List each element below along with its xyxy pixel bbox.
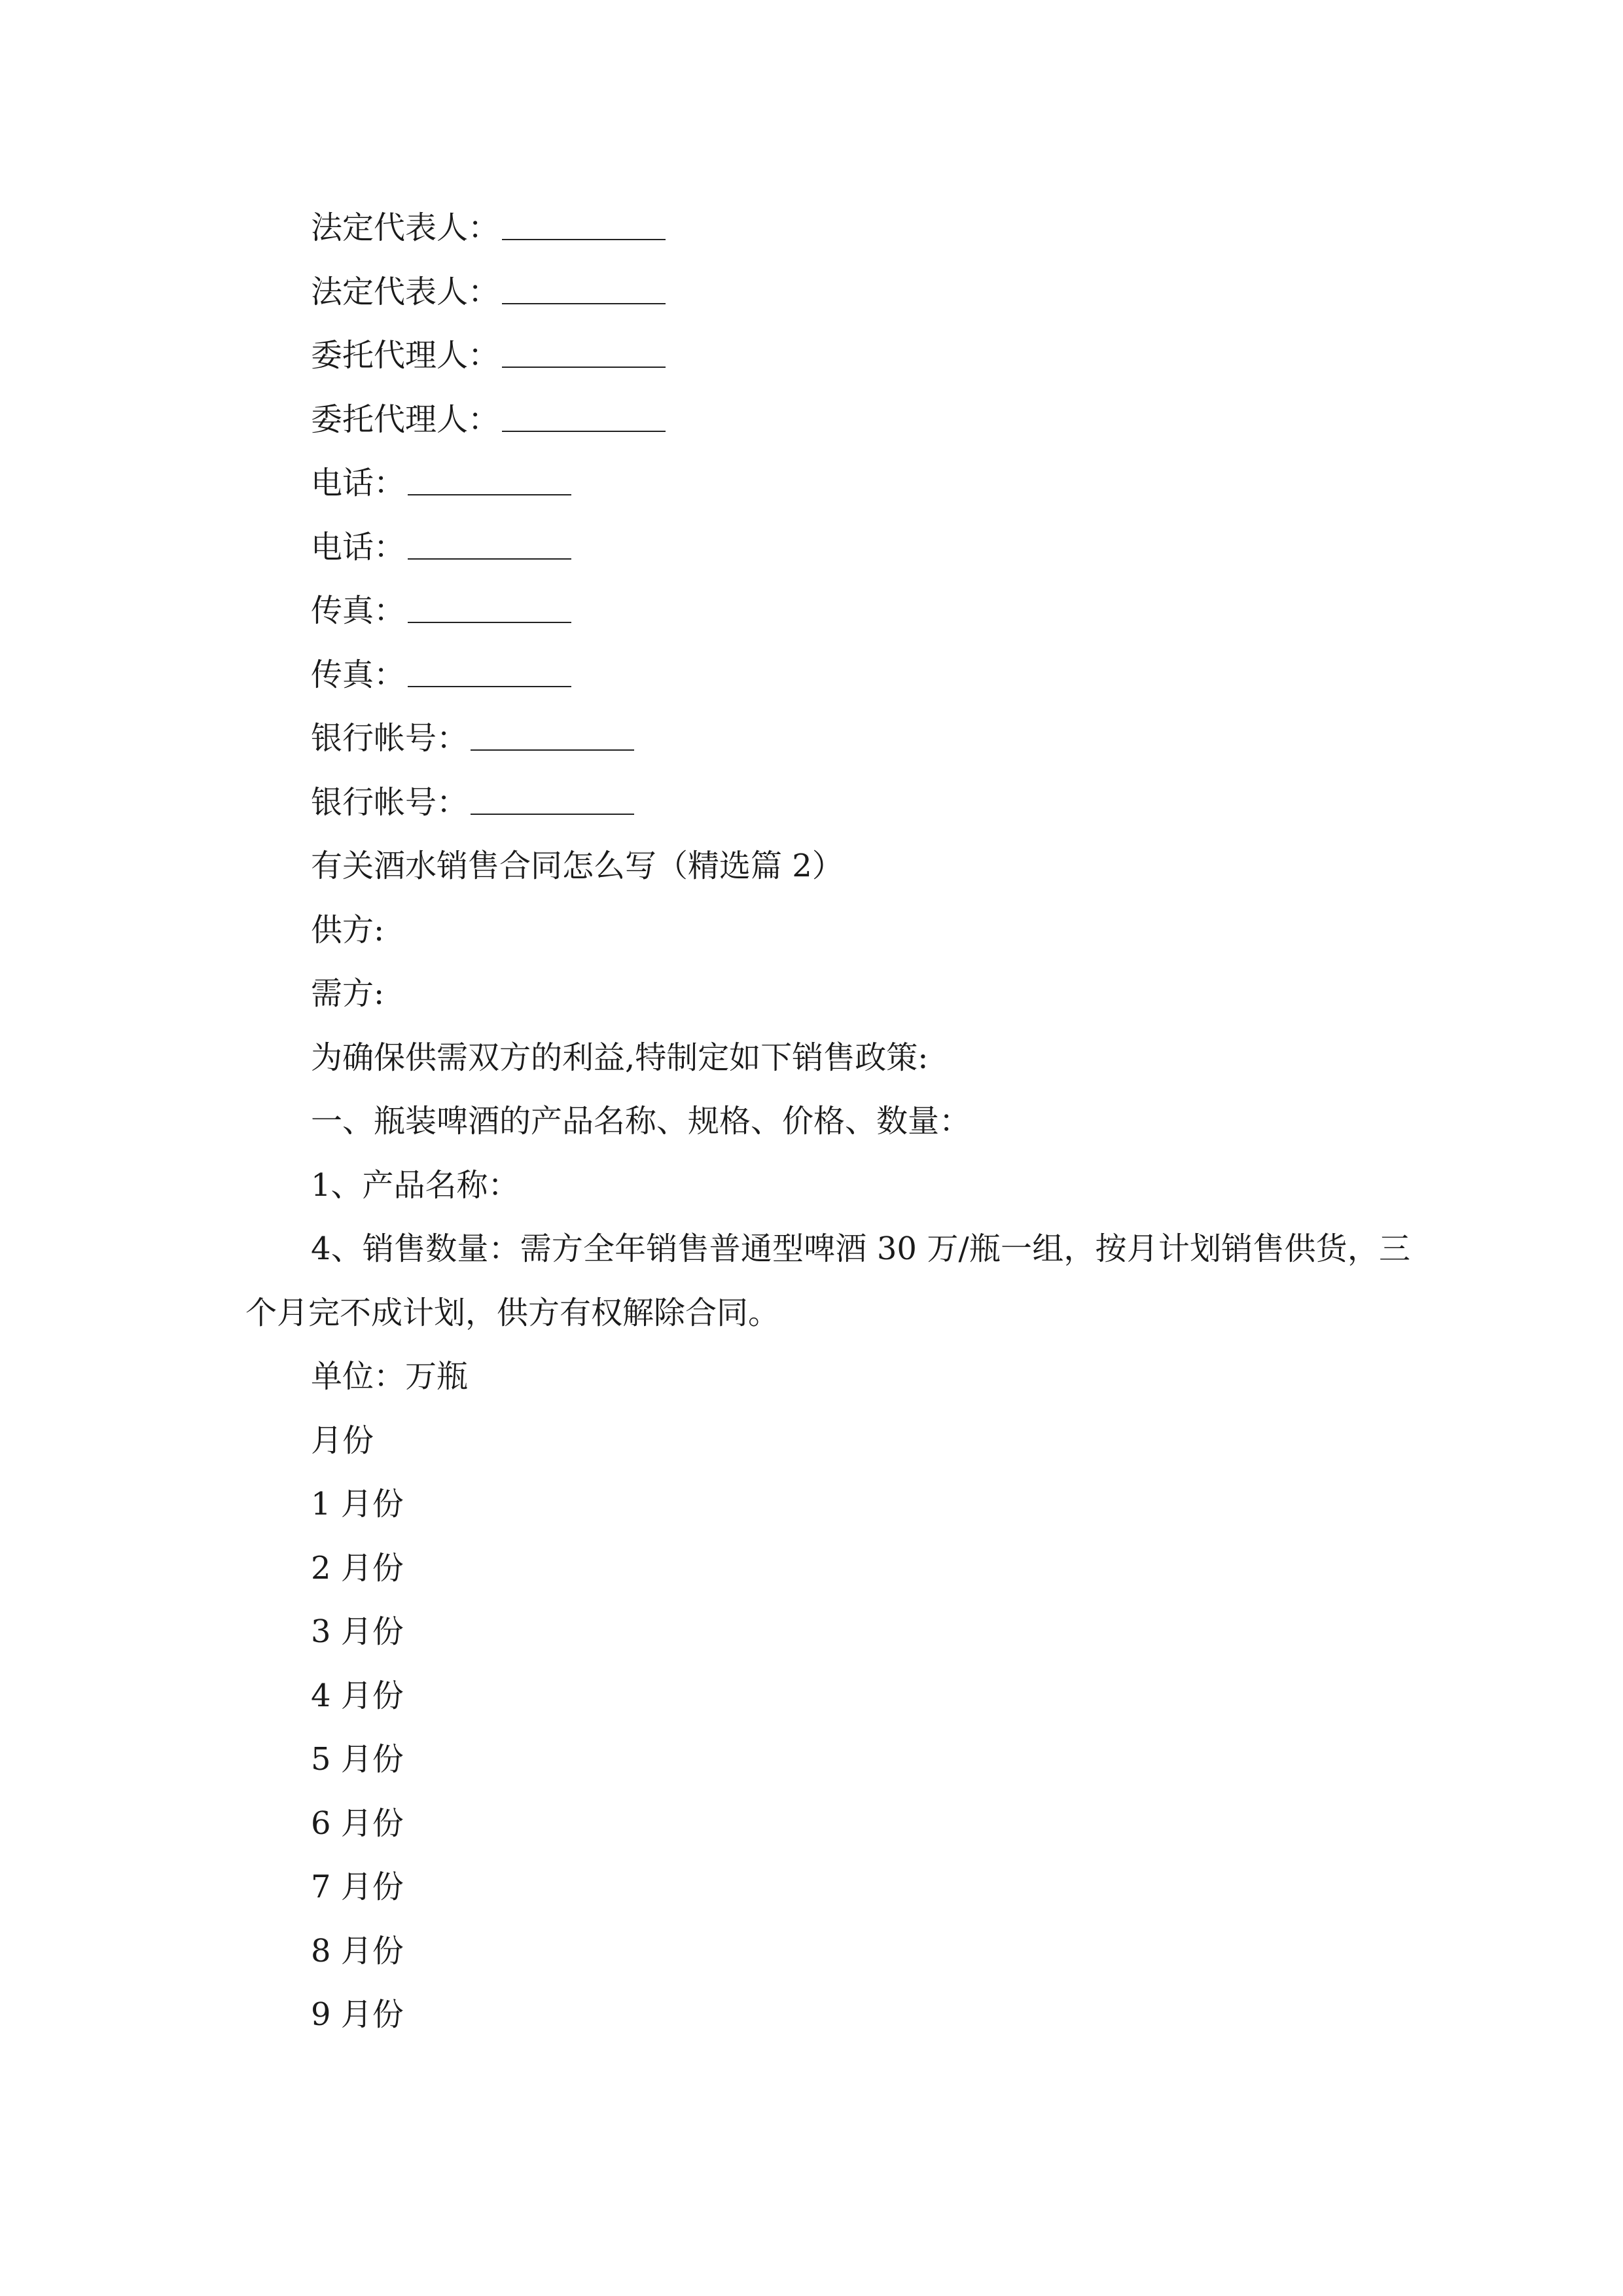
signature-label: 传真： [311, 592, 406, 629]
fill-in-blank [408, 493, 571, 495]
fill-in-blank [471, 813, 634, 815]
signature-label: 法定代表人： [311, 209, 500, 246]
intro-paragraph: 为确保供需双方的利益,特制定如下销售政策: [311, 1039, 929, 1076]
month-row: 9 月份 [311, 1996, 404, 2033]
product-name-item: 1、产品名称： [311, 1166, 520, 1204]
signature-label: 银行帐号： [311, 720, 469, 757]
signature-label: 电话： [311, 528, 406, 565]
month-row: 1 月份 [311, 1486, 404, 1522]
signature-label: 法定代表人： [311, 273, 500, 310]
fill-in-blank [502, 238, 666, 240]
fill-in-blank [502, 366, 666, 368]
clause-heading: 一、瓶装啤酒的产品名称、规格、价格、数量： [311, 1103, 971, 1139]
signature-line [245, 260, 1410, 325]
signature-label: 银行帐号： [311, 783, 469, 821]
supplier-line: 供方: [311, 911, 385, 948]
month-row: 8 月份 [311, 1932, 404, 1969]
month-row: 4 月份 [311, 1677, 404, 1714]
signature-label: 传真： [311, 656, 406, 693]
signature-label: 委托代理人： [311, 337, 500, 374]
signature-line [245, 643, 1410, 708]
signature-line [245, 196, 1410, 260]
month-row: 6 月份 [311, 1804, 404, 1842]
signature-label: 委托代理人： [311, 401, 500, 438]
fill-in-blank [502, 302, 666, 304]
fill-in-blank [502, 430, 666, 432]
signature-line [245, 452, 1410, 516]
signature-line [245, 579, 1410, 643]
signature-line [245, 516, 1410, 580]
fill-in-blank [408, 558, 571, 560]
signature-label: 电话： [311, 465, 406, 501]
month-row: 7 月份 [311, 1869, 404, 1905]
signature-line [245, 324, 1410, 388]
document-body [245, 196, 1410, 2047]
sales-quantity-paragraph: 4、销售数量：需方全年销售普通型啤酒 30 万/瓶一组，按月计划销售供货，三个月完不成计划，供方有权解除合同。 [245, 1230, 1410, 1331]
unit-line: 单位：万瓶 [311, 1358, 469, 1395]
fill-in-blank [471, 749, 634, 751]
month-header: 月份 [311, 1422, 374, 1459]
signature-line [245, 707, 1410, 771]
month-row: 3 月份 [311, 1613, 404, 1650]
fill-in-blank [408, 621, 571, 623]
signature-line [245, 388, 1410, 452]
month-row: 2 月份 [311, 1549, 404, 1587]
buyer-line: 需方: [311, 975, 385, 1012]
section-heading: 有关酒水销售合同怎么写（精选篇 2） [311, 848, 844, 884]
month-row: 5 月份 [311, 1741, 404, 1778]
signature-line [245, 771, 1410, 835]
fill-in-blank [408, 685, 571, 687]
